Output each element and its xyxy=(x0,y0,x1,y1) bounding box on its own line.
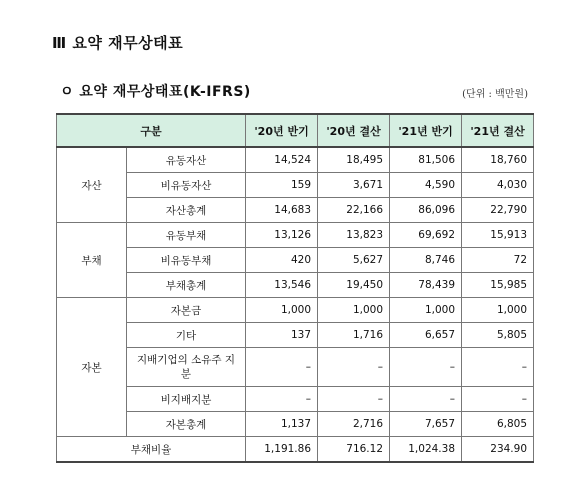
cell-value: 18,760 xyxy=(462,147,534,173)
cell-value: 1,000 xyxy=(390,298,462,323)
cell-value: – xyxy=(462,387,534,412)
cell-value: 8,746 xyxy=(390,248,462,273)
cell-value: 13,546 xyxy=(246,273,318,298)
cell-value: 4,590 xyxy=(390,173,462,198)
header-category: 구분 xyxy=(57,114,246,147)
cell-value: 69,692 xyxy=(390,223,462,248)
table-row xyxy=(57,273,534,298)
cell-value: 2,716 xyxy=(318,412,390,437)
row-label: 지배기업의 소유주 지분 xyxy=(127,348,246,387)
cell-value: 7,657 xyxy=(390,412,462,437)
balance-sheet-table xyxy=(56,113,534,463)
cell-value: 22,166 xyxy=(318,198,390,223)
table-row xyxy=(57,147,534,173)
group-assets: 자산 xyxy=(57,147,127,223)
cell-value: 159 xyxy=(246,173,318,198)
group-liabilities: 부채 xyxy=(57,223,127,298)
cell-value: 1,716 xyxy=(318,323,390,348)
row-label: 부채총계 xyxy=(127,273,246,298)
cell-value: – xyxy=(462,348,534,387)
table-row xyxy=(57,223,534,248)
table-row xyxy=(57,323,534,348)
cell-value: 1,137 xyxy=(246,412,318,437)
table-row xyxy=(57,173,534,198)
cell-value: 18,495 xyxy=(318,147,390,173)
cell-value: 86,096 xyxy=(390,198,462,223)
header-col: '21년 결산 xyxy=(462,114,534,147)
header-col: '20년 반기 xyxy=(246,114,318,147)
cell-value: 137 xyxy=(246,323,318,348)
row-label: 비유동자산 xyxy=(127,173,246,198)
row-label: 자본총계 xyxy=(127,412,246,437)
table-row xyxy=(57,348,534,387)
cell-value: – xyxy=(390,348,462,387)
row-label: 유동자산 xyxy=(127,147,246,173)
cell-value: 81,506 xyxy=(390,147,462,173)
cell-value: 19,450 xyxy=(318,273,390,298)
row-label: 자본금 xyxy=(127,298,246,323)
cell-value: 1,000 xyxy=(318,298,390,323)
row-label: 자산총계 xyxy=(127,198,246,223)
header-row xyxy=(57,114,534,147)
table-title: ㅇ 요약 재무상태표(K-IFRS) xyxy=(60,84,251,100)
cell-value: 6,657 xyxy=(390,323,462,348)
header-col: '21년 반기 xyxy=(390,114,462,147)
cell-value: 14,683 xyxy=(246,198,318,223)
cell-value: 1,000 xyxy=(462,298,534,323)
cell-value: 14,524 xyxy=(246,147,318,173)
cell-value: – xyxy=(246,387,318,412)
table-row xyxy=(57,298,534,323)
cell-value: 6,805 xyxy=(462,412,534,437)
cell-value: 1,000 xyxy=(246,298,318,323)
cell-value: 1,191.86 xyxy=(246,437,318,463)
row-label: 비지배지분 xyxy=(127,387,246,412)
cell-value: 22,790 xyxy=(462,198,534,223)
cell-value: 5,627 xyxy=(318,248,390,273)
table-row xyxy=(57,387,534,412)
cell-value: – xyxy=(318,387,390,412)
cell-value: 3,671 xyxy=(318,173,390,198)
cell-value: – xyxy=(246,348,318,387)
group-equity: 자본 xyxy=(57,298,127,437)
cell-value: 716.12 xyxy=(318,437,390,463)
row-label: 기타 xyxy=(127,323,246,348)
cell-value: 4,030 xyxy=(462,173,534,198)
cell-value: – xyxy=(390,387,462,412)
table-row xyxy=(57,248,534,273)
table-row xyxy=(57,198,534,223)
cell-value: 1,024.38 xyxy=(390,437,462,463)
cell-value: 15,913 xyxy=(462,223,534,248)
debt-ratio-label: 부채비율 xyxy=(57,437,246,463)
table-row xyxy=(57,412,534,437)
cell-value: 234.90 xyxy=(462,437,534,463)
section-title: Ⅲ 요약 재무상태표 xyxy=(52,34,184,52)
cell-value: 72 xyxy=(462,248,534,273)
cell-value: – xyxy=(318,348,390,387)
header-col: '20년 결산 xyxy=(318,114,390,147)
row-label: 유동부채 xyxy=(127,223,246,248)
cell-value: 5,805 xyxy=(462,323,534,348)
cell-value: 13,126 xyxy=(246,223,318,248)
cell-value: 78,439 xyxy=(390,273,462,298)
unit-label: (단위 : 백만원) xyxy=(462,89,528,100)
row-label: 비유동부채 xyxy=(127,248,246,273)
cell-value: 13,823 xyxy=(318,223,390,248)
cell-value: 420 xyxy=(246,248,318,273)
cell-value: 15,985 xyxy=(462,273,534,298)
table-row-debt-ratio xyxy=(57,437,534,463)
